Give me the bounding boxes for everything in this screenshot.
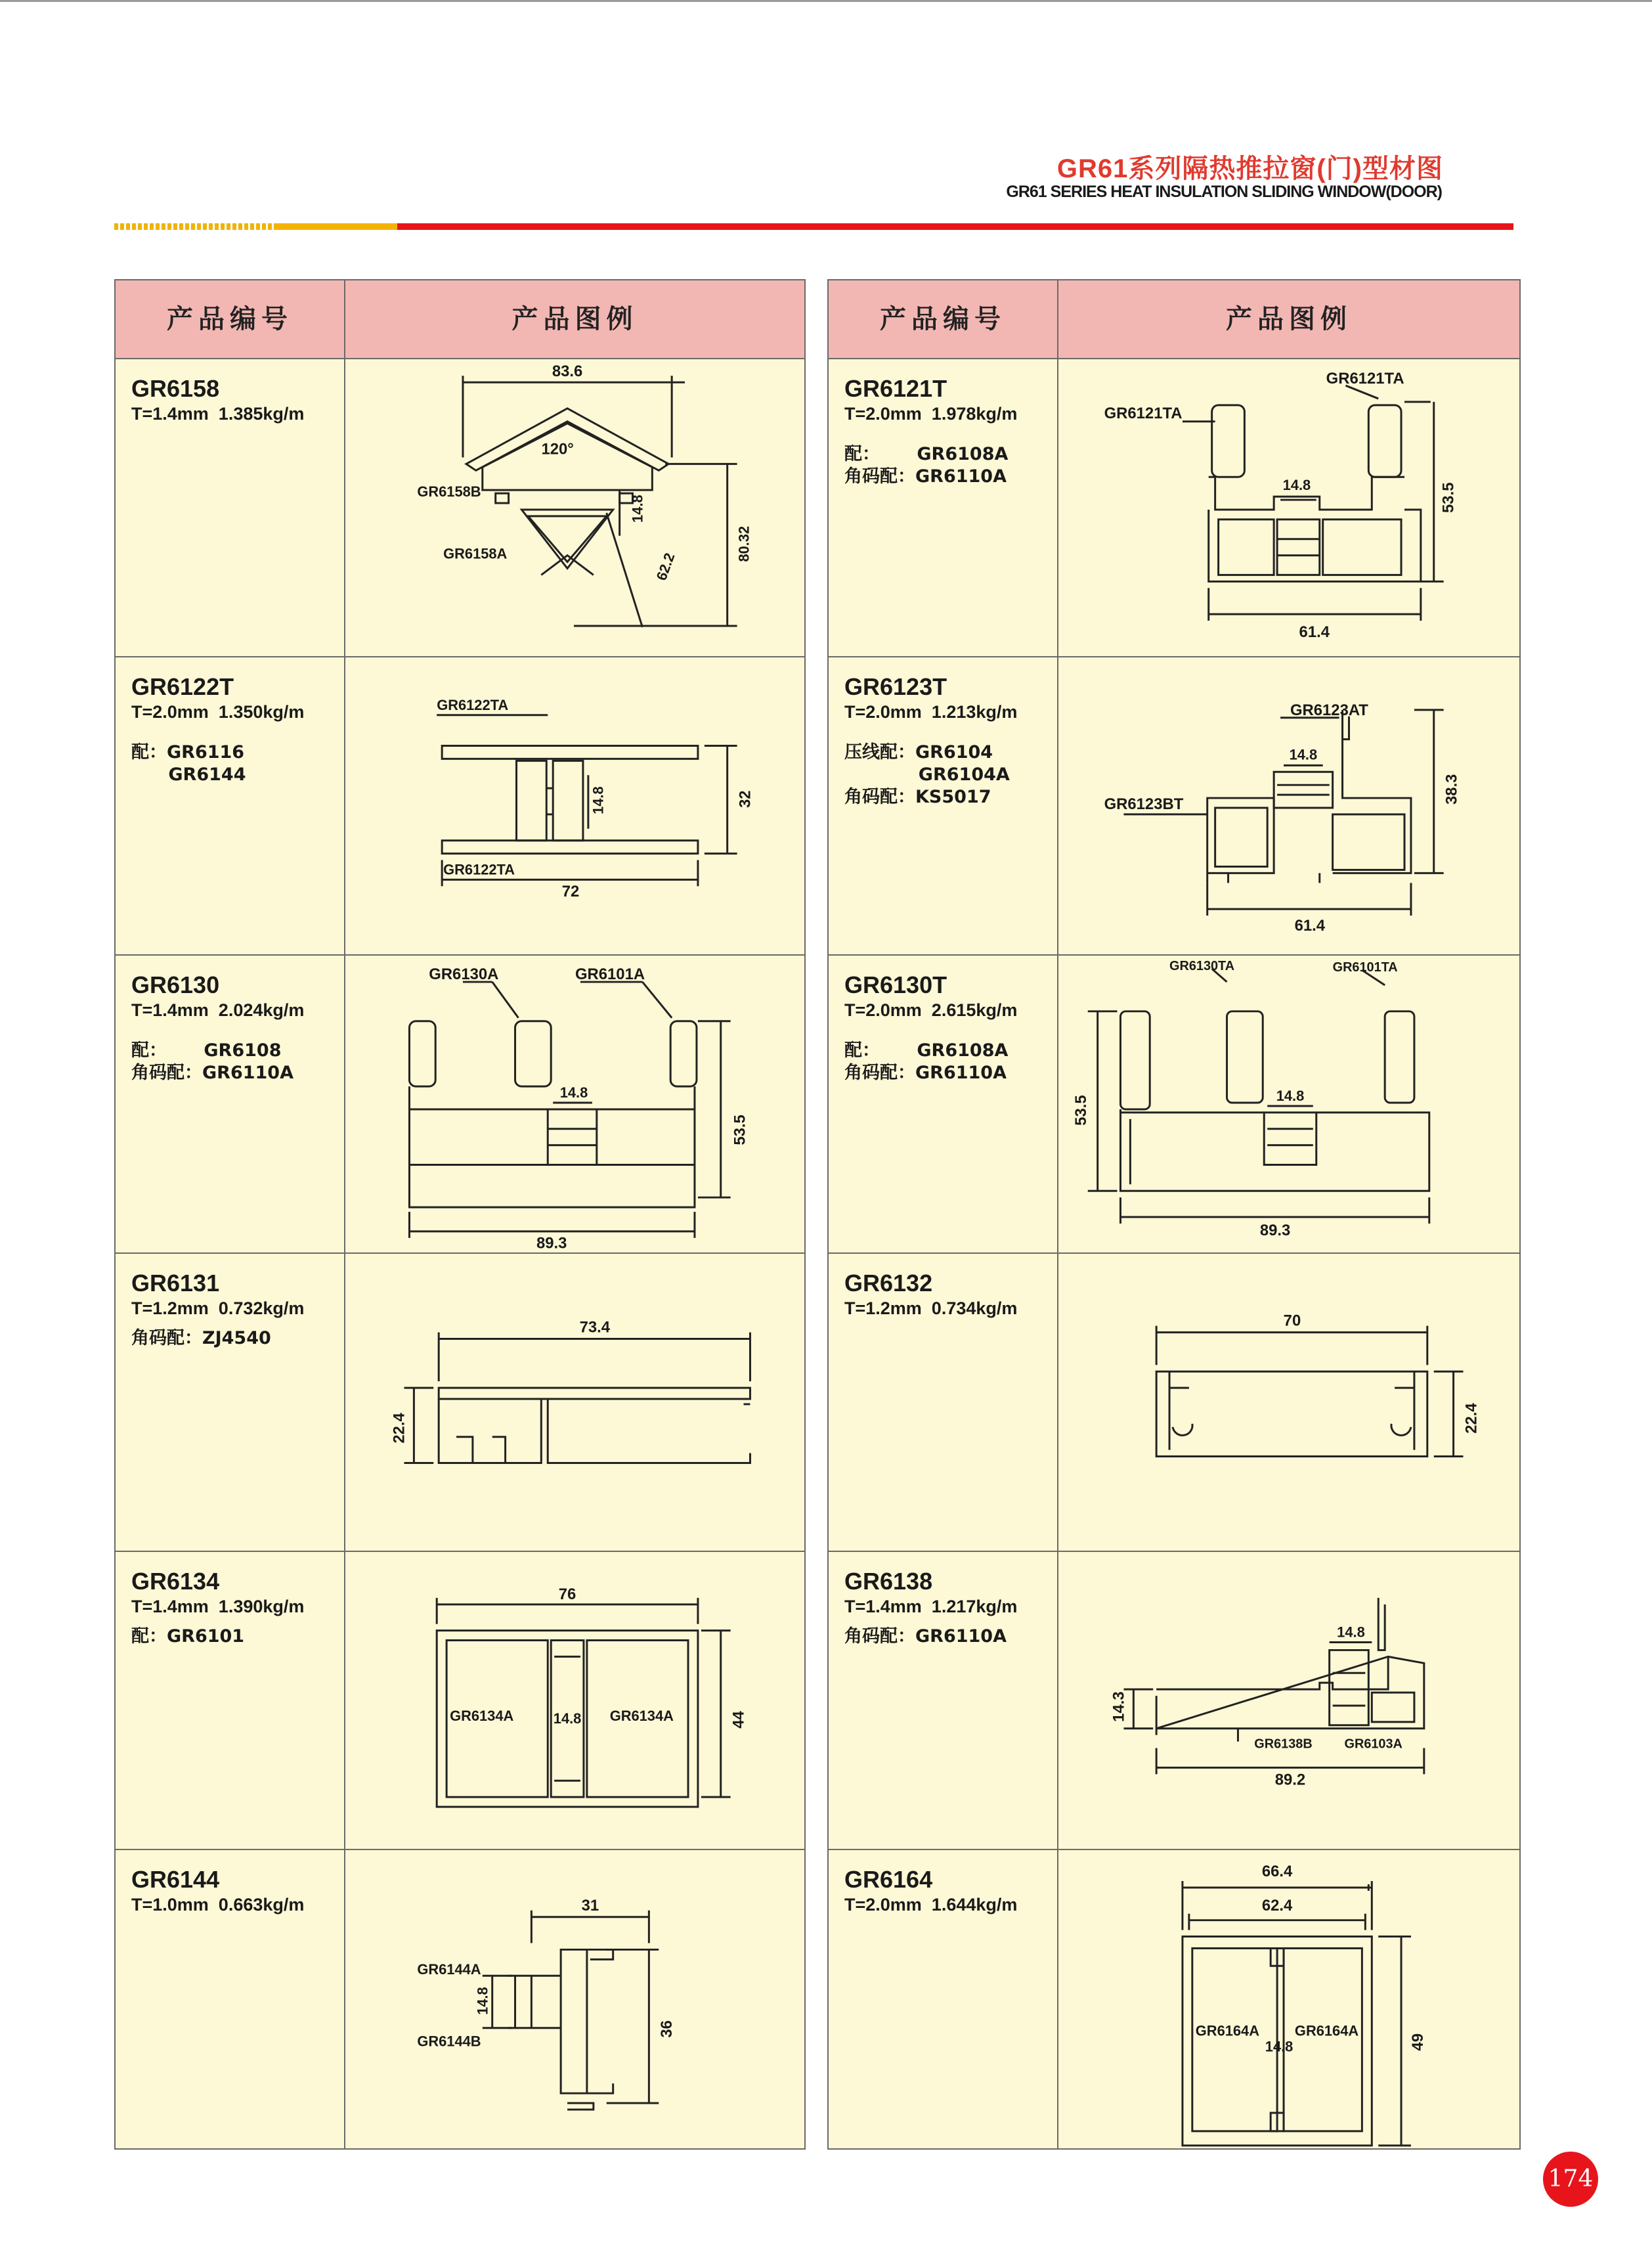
profile-drawing <box>1058 1552 1519 1849</box>
code-cell <box>116 657 344 954</box>
dim-height: 36 <box>658 2020 676 2038</box>
dim-width: 61.4 <box>1294 916 1326 935</box>
part-label-b: GR6164A <box>1294 2022 1359 2039</box>
part-label-b: GR6121TA <box>1104 404 1183 422</box>
product-spec: T=1.0mm 0.663kg/m <box>131 1895 305 1915</box>
right-profile-table <box>827 279 1521 2150</box>
code-cell <box>829 1552 1057 1849</box>
dim-height: 32 <box>736 790 754 808</box>
part-label-b: GR6123BT <box>1104 795 1184 813</box>
drawing-gr6164 <box>1058 1850 1519 2150</box>
product-code: GR6134 <box>131 1568 220 1595</box>
product-code: GR6164 <box>844 1866 933 1893</box>
dim-height: 14.3 <box>1110 1691 1128 1722</box>
dim-angle: 120° <box>541 440 574 458</box>
code-cell <box>829 956 1057 1252</box>
product-spec: T=1.4mm 1.385kg/m <box>131 404 305 424</box>
profile-drawing <box>345 359 804 656</box>
product-spec: T=1.2mm 0.734kg/m <box>844 1298 1018 1318</box>
left-profile-table <box>114 279 806 2150</box>
product-spec: T=1.2mm 0.732kg/m <box>131 1298 305 1318</box>
dim-height: 44 <box>729 1711 748 1729</box>
product-note: 配：GR6101 <box>131 1626 245 1647</box>
product-note: 角码配：ZJ4540 <box>131 1328 271 1348</box>
table-header <box>116 280 804 359</box>
product-note: 压线配：GR6104 GR6104A 角码配：KS5017 <box>844 742 1010 807</box>
dim-height: 53.5 <box>1439 482 1458 513</box>
part-label-a: GR6144A <box>417 1961 481 1978</box>
dim-inner: 14.8 <box>1265 2038 1293 2055</box>
dim-inner: 14.8 <box>629 495 646 523</box>
header-yellow-bar <box>276 223 397 230</box>
part-label-b: GR6134A <box>609 1707 674 1724</box>
dim-width: 73.4 <box>579 1318 611 1337</box>
dim-inner: 14.8 <box>1289 746 1318 763</box>
part-label-a: GR6134A <box>450 1707 514 1724</box>
product-code: GR6123T <box>844 673 947 700</box>
profile-drawing <box>1058 359 1519 656</box>
code-cell <box>829 1254 1057 1551</box>
code-cell <box>116 1254 344 1551</box>
table-row <box>116 1552 804 1850</box>
drawing-gr6121t <box>1058 359 1519 656</box>
part-label-a: GR6122TA <box>437 696 509 713</box>
product-code: GR6131 <box>131 1270 220 1296</box>
profile-drawing <box>345 657 804 954</box>
part-label-a: GR6123AT <box>1290 701 1368 719</box>
table-row <box>829 359 1519 657</box>
product-spec: T=2.0mm 1.350kg/m <box>131 702 305 722</box>
drawing-gr6158 <box>345 359 804 656</box>
table-row <box>116 657 804 956</box>
part-label-a: GR6158B <box>417 483 481 500</box>
dim-inner: 14.8 <box>559 1084 588 1101</box>
part-label-a: GR6164A <box>1195 2022 1260 2039</box>
table-row <box>829 1254 1519 1552</box>
page-subtitle: GR61 SERIES HEAT INSULATION SLIDING WINDOW(DOOR) <box>1006 183 1442 201</box>
header-red-bar <box>397 223 1513 230</box>
part-label-a: GR6138B <box>1254 1737 1313 1752</box>
drawing-gr6123t <box>1058 657 1519 954</box>
dim-diagonal: 62.2 <box>653 550 678 583</box>
table-row <box>116 359 804 657</box>
part-label-a: GR6130A <box>429 965 499 984</box>
drawing-gr6130t <box>1058 956 1519 1252</box>
header-product-code: 产品编号 <box>880 304 1006 334</box>
product-note: 配：GR6116 GR6144 <box>131 742 246 785</box>
part-label-b: GR6103A <box>1344 1737 1402 1752</box>
part-label-b: GR6101A <box>575 965 645 984</box>
part-label-a: GR6130TA <box>1169 959 1235 974</box>
part-label-b: GR6144B <box>417 2033 481 2050</box>
product-note: 配： GR6108A 角码配：GR6110A <box>844 1040 1009 1083</box>
dim-width-inner: 62.4 <box>1261 1896 1293 1915</box>
table-row <box>829 657 1519 956</box>
code-cell <box>116 956 344 1252</box>
table-row <box>829 1552 1519 1850</box>
dim-inner: 14.8 <box>553 1710 582 1727</box>
product-spec: T=2.0mm 2.615kg/m <box>844 1000 1018 1020</box>
dim-width: 72 <box>561 883 580 901</box>
code-cell <box>829 359 1057 656</box>
dim-inner: 14.8 <box>474 1987 491 2015</box>
profile-drawing <box>1058 1254 1519 1551</box>
product-code: GR6130T <box>844 971 947 998</box>
profile-drawing <box>1058 1850 1519 2150</box>
dim-width: 83.6 <box>552 363 583 381</box>
header-product-figure: 产品图例 <box>511 304 638 334</box>
drawing-gr6130 <box>345 956 804 1252</box>
drawing-gr6134 <box>345 1552 804 1849</box>
drawing-gr6138 <box>1058 1552 1519 1849</box>
drawing-gr6132 <box>1058 1254 1519 1551</box>
product-spec: T=1.4mm 1.390kg/m <box>131 1597 305 1616</box>
page-title: GR61系列隔热推拉窗(门)型材图 <box>1056 154 1443 183</box>
dim-height: 53.5 <box>1072 1095 1090 1126</box>
product-note: 配： GR6108A 角码配：GR6110A <box>844 444 1009 487</box>
drawing-gr6144 <box>345 1850 804 2150</box>
product-spec: T=1.4mm 2.024kg/m <box>131 1000 305 1020</box>
product-spec: T=2.0mm 1.644kg/m <box>844 1895 1018 1915</box>
dim-width: 61.4 <box>1299 623 1330 641</box>
code-cell <box>116 1850 344 2150</box>
dim-width: 89.2 <box>1274 1771 1306 1789</box>
profile-drawing <box>345 1552 804 1849</box>
code-cell <box>829 657 1057 954</box>
dim-width: 89.3 <box>1259 1221 1291 1239</box>
dim-width: 76 <box>558 1585 576 1603</box>
dim-width: 89.3 <box>536 1234 567 1252</box>
dim-height: 49 <box>1408 2033 1427 2051</box>
dim-inner: 14.8 <box>1337 1624 1365 1641</box>
dim-width: 70 <box>1283 1312 1301 1330</box>
header-product-code: 产品编号 <box>167 304 293 334</box>
profile-drawing <box>345 956 804 1252</box>
table-row <box>829 956 1519 1254</box>
part-label-a: GR6121TA <box>1326 370 1404 388</box>
part-label-b: GR6101TA <box>1332 960 1398 975</box>
product-code: GR6122T <box>131 673 234 700</box>
dim-width: 66.4 <box>1261 1863 1293 1881</box>
product-code: GR6144 <box>131 1866 220 1893</box>
top-border-line <box>0 0 1652 2</box>
table-row <box>116 956 804 1254</box>
table-row <box>116 1850 804 2150</box>
dim-height: 22.4 <box>390 1413 408 1444</box>
dim-inner: 14.8 <box>1276 1088 1305 1105</box>
product-spec: T=2.0mm 1.213kg/m <box>844 702 1018 722</box>
product-code: GR6158 <box>131 375 220 402</box>
profile-drawing <box>1058 657 1519 954</box>
drawing-gr6122t <box>345 657 804 954</box>
dim-height: 80.32 <box>735 525 752 562</box>
dim-inner: 14.8 <box>1282 477 1311 494</box>
profile-drawing <box>1058 956 1519 1252</box>
product-spec: T=2.0mm 1.978kg/m <box>844 404 1018 424</box>
code-cell <box>116 359 344 656</box>
header-product-figure: 产品图例 <box>1226 304 1352 334</box>
dim-width: 31 <box>581 1896 599 1915</box>
profile-drawing <box>345 1254 804 1551</box>
dim-inner: 14.8 <box>590 786 607 814</box>
drawing-gr6131 <box>345 1254 804 1551</box>
product-code: GR6138 <box>844 1568 933 1595</box>
table-header <box>829 280 1519 359</box>
product-code: GR6132 <box>844 1270 933 1296</box>
table-row <box>116 1254 804 1552</box>
dim-height: 22.4 <box>1462 1403 1481 1434</box>
code-cell <box>116 1552 344 1849</box>
product-code: GR6130 <box>131 971 220 998</box>
part-label-b: GR6158A <box>443 545 508 562</box>
part-label-b: GR6122TA <box>443 861 515 878</box>
dim-height: 53.5 <box>731 1115 749 1145</box>
dim-height: 38.3 <box>1443 774 1461 805</box>
product-spec: T=1.4mm 1.217kg/m <box>844 1597 1018 1616</box>
product-code: GR6121T <box>844 375 947 402</box>
page-number: 174 <box>1543 2152 1598 2207</box>
profile-drawing <box>345 1850 804 2150</box>
table-row <box>829 1850 1519 2150</box>
code-cell <box>829 1850 1057 2150</box>
product-note: 角码配：GR6110A <box>844 1626 1007 1647</box>
product-note: 配： GR6108 角码配：GR6110A <box>131 1040 293 1083</box>
